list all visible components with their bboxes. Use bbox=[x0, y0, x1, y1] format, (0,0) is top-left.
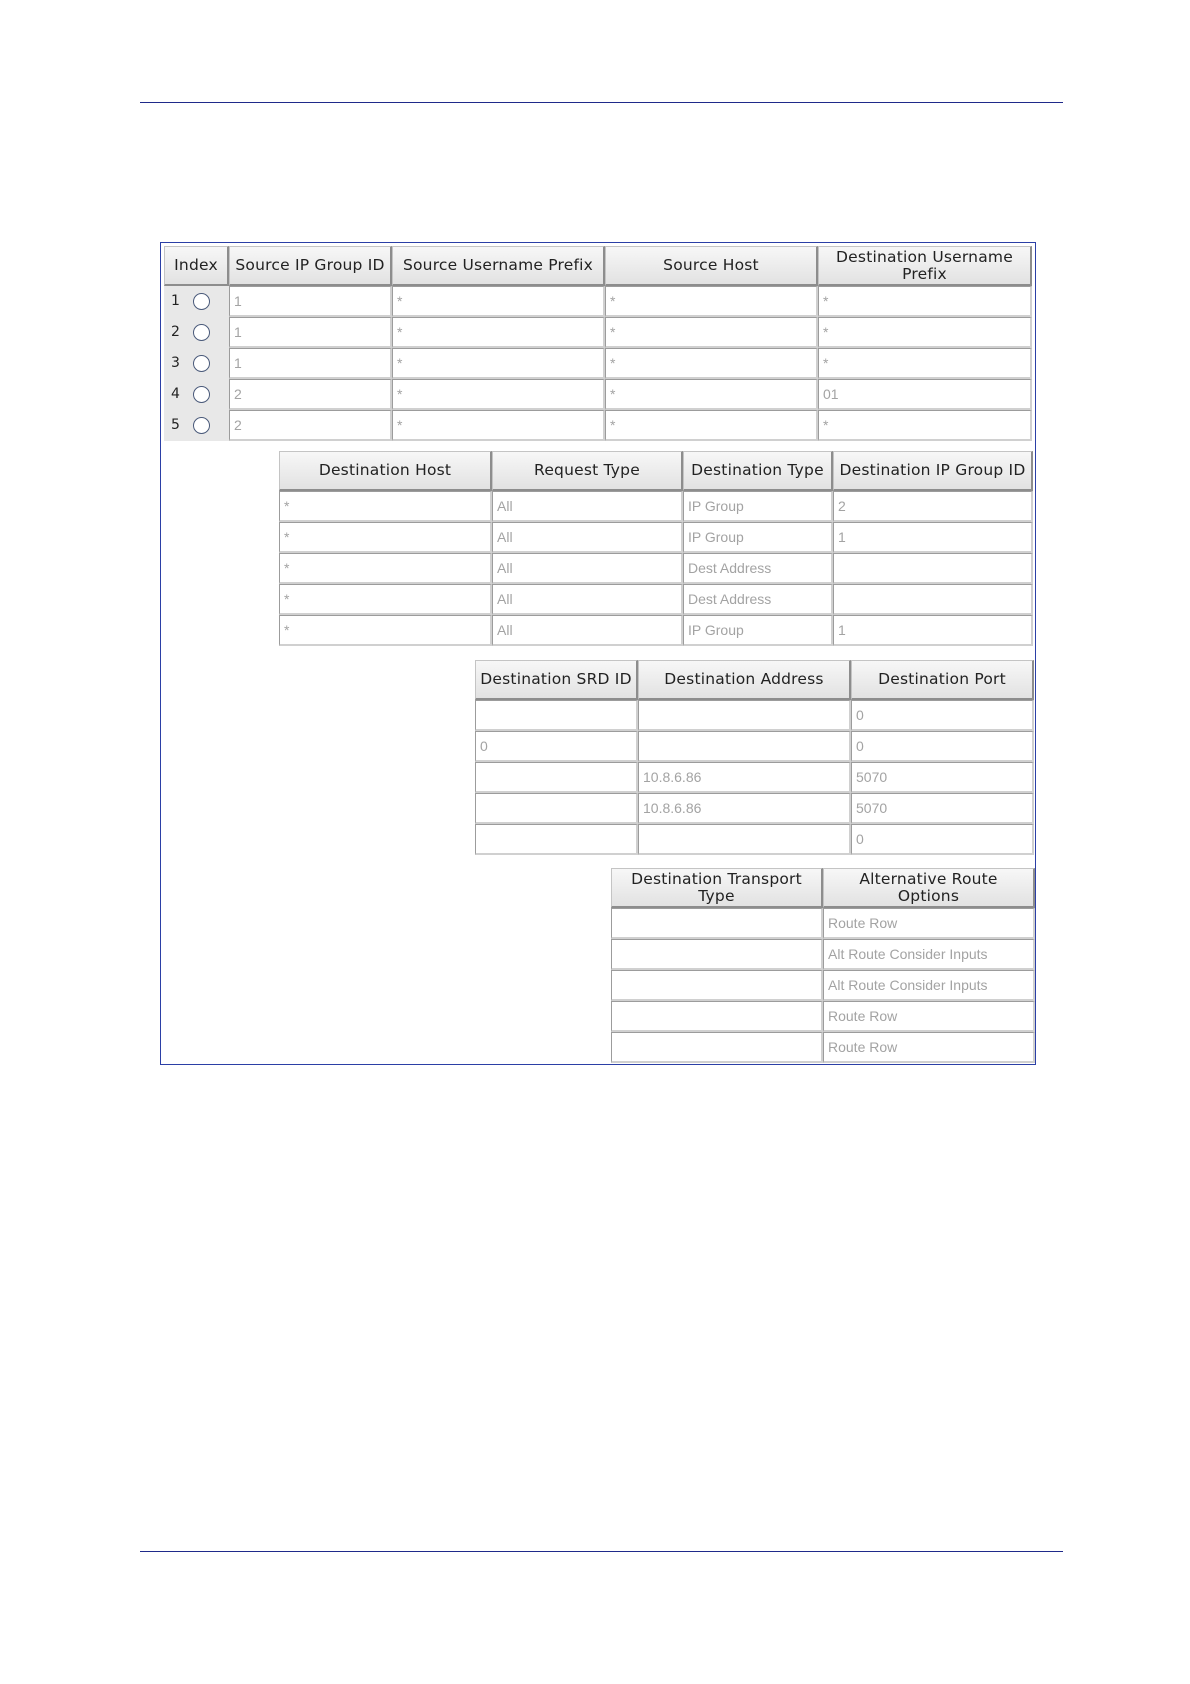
source-host-field[interactable]: * bbox=[605, 317, 818, 348]
source-username-prefix-field[interactable]: * bbox=[392, 286, 605, 317]
routing-table-source bbox=[164, 246, 1032, 441]
destination-port-field[interactable]: 5070 bbox=[851, 762, 1034, 793]
table-row bbox=[611, 1001, 1035, 1032]
destination-type-select[interactable]: Dest Address bbox=[683, 553, 833, 584]
destination-port-field[interactable]: 5070 bbox=[851, 793, 1034, 824]
table-row bbox=[611, 1032, 1035, 1063]
col-header-destination-transport-type: Destination Transport Type bbox=[611, 868, 823, 908]
destination-host-field[interactable]: * bbox=[279, 522, 492, 553]
row-select-radio[interactable] bbox=[193, 355, 210, 372]
index-number: 1 bbox=[171, 293, 180, 309]
page-bottom-rule bbox=[140, 1551, 1063, 1552]
destination-ip-group-id-field[interactable]: 2 bbox=[833, 491, 1033, 522]
source-ip-group-id-field[interactable]: 1 bbox=[229, 286, 392, 317]
col-header-destination-ip-group-id: Destination IP Group ID bbox=[833, 451, 1033, 491]
source-host-field[interactable]: * bbox=[605, 379, 818, 410]
table-row bbox=[611, 939, 1035, 970]
destination-address-field[interactable]: 10.8.6.86 bbox=[638, 793, 851, 824]
destination-username-prefix-field[interactable]: * bbox=[818, 286, 1032, 317]
alternative-route-options-select[interactable]: Route Row bbox=[823, 908, 1035, 939]
index-cell bbox=[164, 286, 229, 317]
table-row bbox=[611, 908, 1035, 939]
destination-address-field[interactable] bbox=[638, 700, 851, 731]
destination-username-prefix-field[interactable]: * bbox=[818, 317, 1032, 348]
destination-transport-type-select[interactable] bbox=[611, 908, 823, 939]
destination-type-select[interactable]: IP Group bbox=[683, 491, 833, 522]
table-row bbox=[279, 584, 1033, 615]
destination-port-field[interactable]: 0 bbox=[851, 731, 1034, 762]
col-header-destination-type: Destination Type bbox=[683, 451, 833, 491]
destination-address-field[interactable] bbox=[638, 824, 851, 855]
table-row bbox=[611, 970, 1035, 1001]
destination-host-field[interactable]: * bbox=[279, 553, 492, 584]
table-row bbox=[475, 700, 1034, 731]
source-ip-group-id-field[interactable]: 1 bbox=[229, 348, 392, 379]
destination-ip-group-id-field[interactable] bbox=[833, 553, 1033, 584]
source-username-prefix-field[interactable]: * bbox=[392, 317, 605, 348]
alternative-route-options-select[interactable]: Alt Route Consider Inputs bbox=[823, 939, 1035, 970]
destination-username-prefix-field[interactable]: * bbox=[818, 410, 1032, 441]
col-header-destination-port: Destination Port bbox=[851, 660, 1034, 700]
source-host-field[interactable]: * bbox=[605, 286, 818, 317]
index-cell bbox=[164, 379, 229, 410]
destination-port-field[interactable]: 0 bbox=[851, 700, 1034, 731]
index-cell bbox=[164, 317, 229, 348]
col-header-source-ip-group-id: Source IP Group ID bbox=[229, 246, 392, 286]
table-row bbox=[164, 348, 1032, 379]
destination-port-field[interactable]: 0 bbox=[851, 824, 1034, 855]
routing-table-address bbox=[475, 660, 1034, 855]
index-number: 2 bbox=[171, 324, 180, 340]
col-header-destination-username-prefix: Destination Username Prefix bbox=[818, 246, 1032, 286]
table-row bbox=[475, 793, 1034, 824]
destination-ip-group-id-field[interactable]: 1 bbox=[833, 522, 1033, 553]
table-header-row bbox=[475, 660, 1034, 700]
source-username-prefix-field[interactable]: * bbox=[392, 379, 605, 410]
destination-username-prefix-field[interactable]: * bbox=[818, 348, 1032, 379]
destination-host-field[interactable]: * bbox=[279, 615, 492, 646]
col-header-destination-address: Destination Address bbox=[638, 660, 851, 700]
alternative-route-options-select[interactable]: Route Row bbox=[823, 1032, 1035, 1063]
destination-ip-group-id-field[interactable]: 1 bbox=[833, 615, 1033, 646]
destination-type-select[interactable]: IP Group bbox=[683, 615, 833, 646]
table-row bbox=[279, 522, 1033, 553]
table-row bbox=[164, 410, 1032, 441]
row-select-radio[interactable] bbox=[193, 324, 210, 341]
row-select-radio[interactable] bbox=[193, 293, 210, 310]
table-row bbox=[475, 731, 1034, 762]
table-row bbox=[164, 317, 1032, 348]
destination-username-prefix-field[interactable]: 01 bbox=[818, 379, 1032, 410]
source-username-prefix-field[interactable]: * bbox=[392, 348, 605, 379]
destination-host-field[interactable]: * bbox=[279, 584, 492, 615]
table-row bbox=[279, 553, 1033, 584]
index-cell bbox=[164, 410, 229, 441]
request-type-select[interactable]: All bbox=[492, 522, 683, 553]
destination-type-select[interactable]: Dest Address bbox=[683, 584, 833, 615]
destination-srd-id-field[interactable] bbox=[475, 700, 638, 731]
table-header-row bbox=[611, 868, 1035, 908]
col-header-source-host: Source Host bbox=[605, 246, 818, 286]
table-header-row bbox=[279, 451, 1033, 491]
col-header-alternative-route-options: Alternative Route Options bbox=[823, 868, 1035, 908]
destination-address-field[interactable]: 10.8.6.86 bbox=[638, 762, 851, 793]
destination-transport-type-select[interactable] bbox=[611, 1032, 823, 1063]
alternative-route-options-select[interactable]: Route Row bbox=[823, 1001, 1035, 1032]
page-top-rule bbox=[140, 102, 1063, 103]
col-header-request-type: Request Type bbox=[492, 451, 683, 491]
table-row bbox=[164, 379, 1032, 410]
destination-srd-id-field[interactable] bbox=[475, 824, 638, 855]
request-type-select[interactable]: All bbox=[492, 615, 683, 646]
destination-host-field[interactable]: * bbox=[279, 491, 492, 522]
destination-transport-type-select[interactable] bbox=[611, 1001, 823, 1032]
request-type-select[interactable]: All bbox=[492, 491, 683, 522]
destination-type-select[interactable]: IP Group bbox=[683, 522, 833, 553]
source-host-field[interactable]: * bbox=[605, 410, 818, 441]
table-row bbox=[164, 286, 1032, 317]
table-header-row bbox=[164, 246, 1032, 286]
source-ip-group-id-field[interactable]: 2 bbox=[229, 379, 392, 410]
col-header-destination-host: Destination Host bbox=[279, 451, 492, 491]
table-row bbox=[475, 824, 1034, 855]
request-type-select[interactable]: All bbox=[492, 553, 683, 584]
source-username-prefix-field[interactable]: * bbox=[392, 410, 605, 441]
routing-table-destination bbox=[279, 451, 1033, 646]
source-ip-group-id-field[interactable]: 2 bbox=[229, 410, 392, 441]
destination-srd-id-field[interactable]: 0 bbox=[475, 731, 638, 762]
col-header-destination-srd-id: Destination SRD ID bbox=[475, 660, 638, 700]
table-row bbox=[279, 491, 1033, 522]
table-row bbox=[279, 615, 1033, 646]
request-type-select[interactable]: All bbox=[492, 584, 683, 615]
alternative-route-options-select[interactable]: Alt Route Consider Inputs bbox=[823, 970, 1035, 1001]
index-cell bbox=[164, 348, 229, 379]
source-host-field[interactable]: * bbox=[605, 348, 818, 379]
destination-address-field[interactable] bbox=[638, 731, 851, 762]
row-select-radio[interactable] bbox=[193, 386, 210, 403]
destination-srd-id-field[interactable] bbox=[475, 793, 638, 824]
table-row bbox=[475, 762, 1034, 793]
index-number: 3 bbox=[171, 355, 180, 371]
row-select-radio[interactable] bbox=[193, 417, 210, 434]
destination-transport-type-select[interactable] bbox=[611, 939, 823, 970]
index-number: 4 bbox=[171, 386, 180, 402]
routing-table-options bbox=[611, 868, 1035, 1063]
col-header-index: Index bbox=[164, 246, 229, 286]
col-header-source-username-prefix: Source Username Prefix bbox=[392, 246, 605, 286]
destination-ip-group-id-field[interactable] bbox=[833, 584, 1033, 615]
index-number: 5 bbox=[171, 417, 180, 433]
destination-srd-id-field[interactable] bbox=[475, 762, 638, 793]
destination-transport-type-select[interactable] bbox=[611, 970, 823, 1001]
source-ip-group-id-field[interactable]: 1 bbox=[229, 317, 392, 348]
